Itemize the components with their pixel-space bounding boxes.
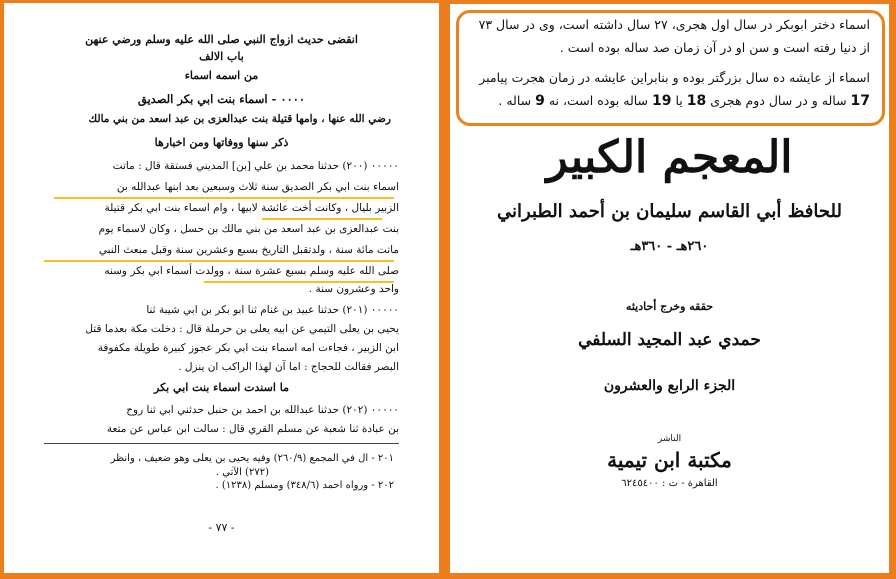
- verified-label: حققه وخرج أحاديثه: [625, 300, 714, 313]
- publisher-name: مكتبة ابن تيمية: [607, 448, 732, 472]
- footnote-line: ٢٠١ - ال في المجمع (٢٦٠/٩) وفيه يحيى بن يعلى وهو ضعيف ، وانظر: [110, 453, 394, 464]
- page-heading: انقضى حديث ازواج النبي صلى الله عليه وسلم ورضي عنهن: [85, 33, 358, 46]
- text-line: ٠٠٠٠٠ (٢٠١) حدثنا عبيد بن غنام ثنا ابو بكر بن ابي شيبة ثنا: [146, 304, 399, 316]
- text-line: يحيى بن يعلى التيمي عن ابيه يعلى بن حرملة قال : دخلت مكة بعدما قتل: [85, 323, 399, 335]
- publisher-city: القاهرة - ت : ٦٢٤٥٤٠٠: [621, 478, 718, 489]
- subsection-heading: ما اسندت اسماء بنت ابي بكر: [154, 381, 289, 394]
- note-number: 19: [652, 93, 672, 109]
- text-line: بن عبادة ثنا شعبة عن مسلم القري قال : سالت ابن عباس عن متعة: [106, 423, 399, 435]
- note-text: ساله .: [498, 93, 536, 108]
- chapter-heading: باب الالف: [199, 50, 244, 63]
- book-title: المعجم الكبير: [546, 132, 793, 183]
- footnote-line: ٢٠٢ - ورواه احمد (٣٤٨/٦) ومسلم (١٢٣٨) .: [215, 480, 394, 491]
- editor-name: حمدي عبد المجيد السلفي: [578, 330, 761, 350]
- text-line: البصر فقالت للحجاج : اما آن لهذا الراكب ان ينزل .: [178, 361, 399, 373]
- footnote-line: (٢٧٢) الآتي .: [215, 467, 269, 478]
- note-line-3: اسماء از عایشه ده سال بزرگتر بوده و بنابراین عایشه در زمان هجرت پیامبر: [479, 70, 870, 85]
- highlight-underline: [54, 197, 394, 199]
- text-line: ماتت مائة سنة ، ولدتقبل التاريخ بسبع وعشرين سنة وقبل مبعث النبي: [98, 244, 399, 256]
- text-line: بنت عبدالعزى بن عبد اسعد من بني مالك بن حسل ، وكان لاسماء يوم: [98, 223, 399, 235]
- note-number: 17: [850, 93, 870, 109]
- text-line: صلى الله عليه وسلم بسبع عشرة سنة ، وولدت أسماء ابي بكر وسنه: [104, 265, 399, 277]
- text-line: ابن الزبير ، فجاءت امه اسماء بنت ابي بكر عجوز كبيرة طويلة مكفوفة: [97, 342, 399, 354]
- page-number: - ٧٧ -: [208, 521, 235, 534]
- note-line-2: از دنیا رفته است و سن او در آن زمان صد ساله بوده است .: [559, 40, 870, 55]
- note-number: 9: [535, 93, 545, 109]
- entry-heading: ٠٠٠٠ - اسماء بنت ابي بكر الصديق: [137, 92, 306, 106]
- author-dates: ٢٦٠هـ - ٣٦٠هـ: [630, 239, 709, 254]
- section-heading: من اسمه اسماء: [184, 69, 259, 82]
- right-book-page: [450, 4, 889, 573]
- entry-subheading: رضي الله عنها ، وامها قتيلة بنت عبدالعزى بن عبد اسعد من بني مالك: [88, 113, 391, 125]
- persian-note-box: [456, 10, 885, 126]
- text-line: ٠٠٠٠٠ (٢٠٢) حدثنا عبدالله بن احمد بن حنبل حدثني ابي ثنا روح: [126, 404, 399, 416]
- text-line: واحد وعشرون سنة .: [308, 283, 399, 295]
- note-line-1: اسماء دختر ابوبکر در سال اول هجری، ۲۷ سال داشته است، وی در سال ۷۳: [478, 17, 870, 32]
- volume-label: الجزء الرابع والعشرون: [603, 378, 736, 394]
- note-number: 18: [686, 93, 707, 109]
- publisher-label: الناشر: [657, 434, 682, 444]
- footnote-divider: [44, 443, 399, 444]
- text-line: ٠٠٠٠٠ (٢٠٠) حدثنا محمد بن علي [بن] المديني فستقة قال : ماتت: [112, 160, 399, 172]
- left-book-page: [4, 3, 439, 573]
- note-line-4: [498, 93, 870, 109]
- text-line: الزبير بليال ، وكانت أخت عائشة لابيها ، وام اسماء بنت ابي بكر قتيلة: [104, 202, 399, 214]
- author-name: للحافظ أبي القاسم سليمان بن أحمد الطبراني: [497, 201, 842, 222]
- text-line: اسماء بنت ابي بكر الصديق سنة ثلاث وسبعين بعد ابنها عبدالله بن: [116, 181, 399, 193]
- highlight-underline: [262, 218, 382, 220]
- note-text: ساله و در سال دوم هجری: [706, 93, 851, 108]
- highlight-underline: [44, 260, 394, 262]
- note-text: ساله بوده است، نه: [544, 93, 653, 108]
- topic-heading: ذكر سنها ووفاتها ومن اخبارها: [154, 136, 289, 149]
- note-text: یا: [671, 93, 687, 108]
